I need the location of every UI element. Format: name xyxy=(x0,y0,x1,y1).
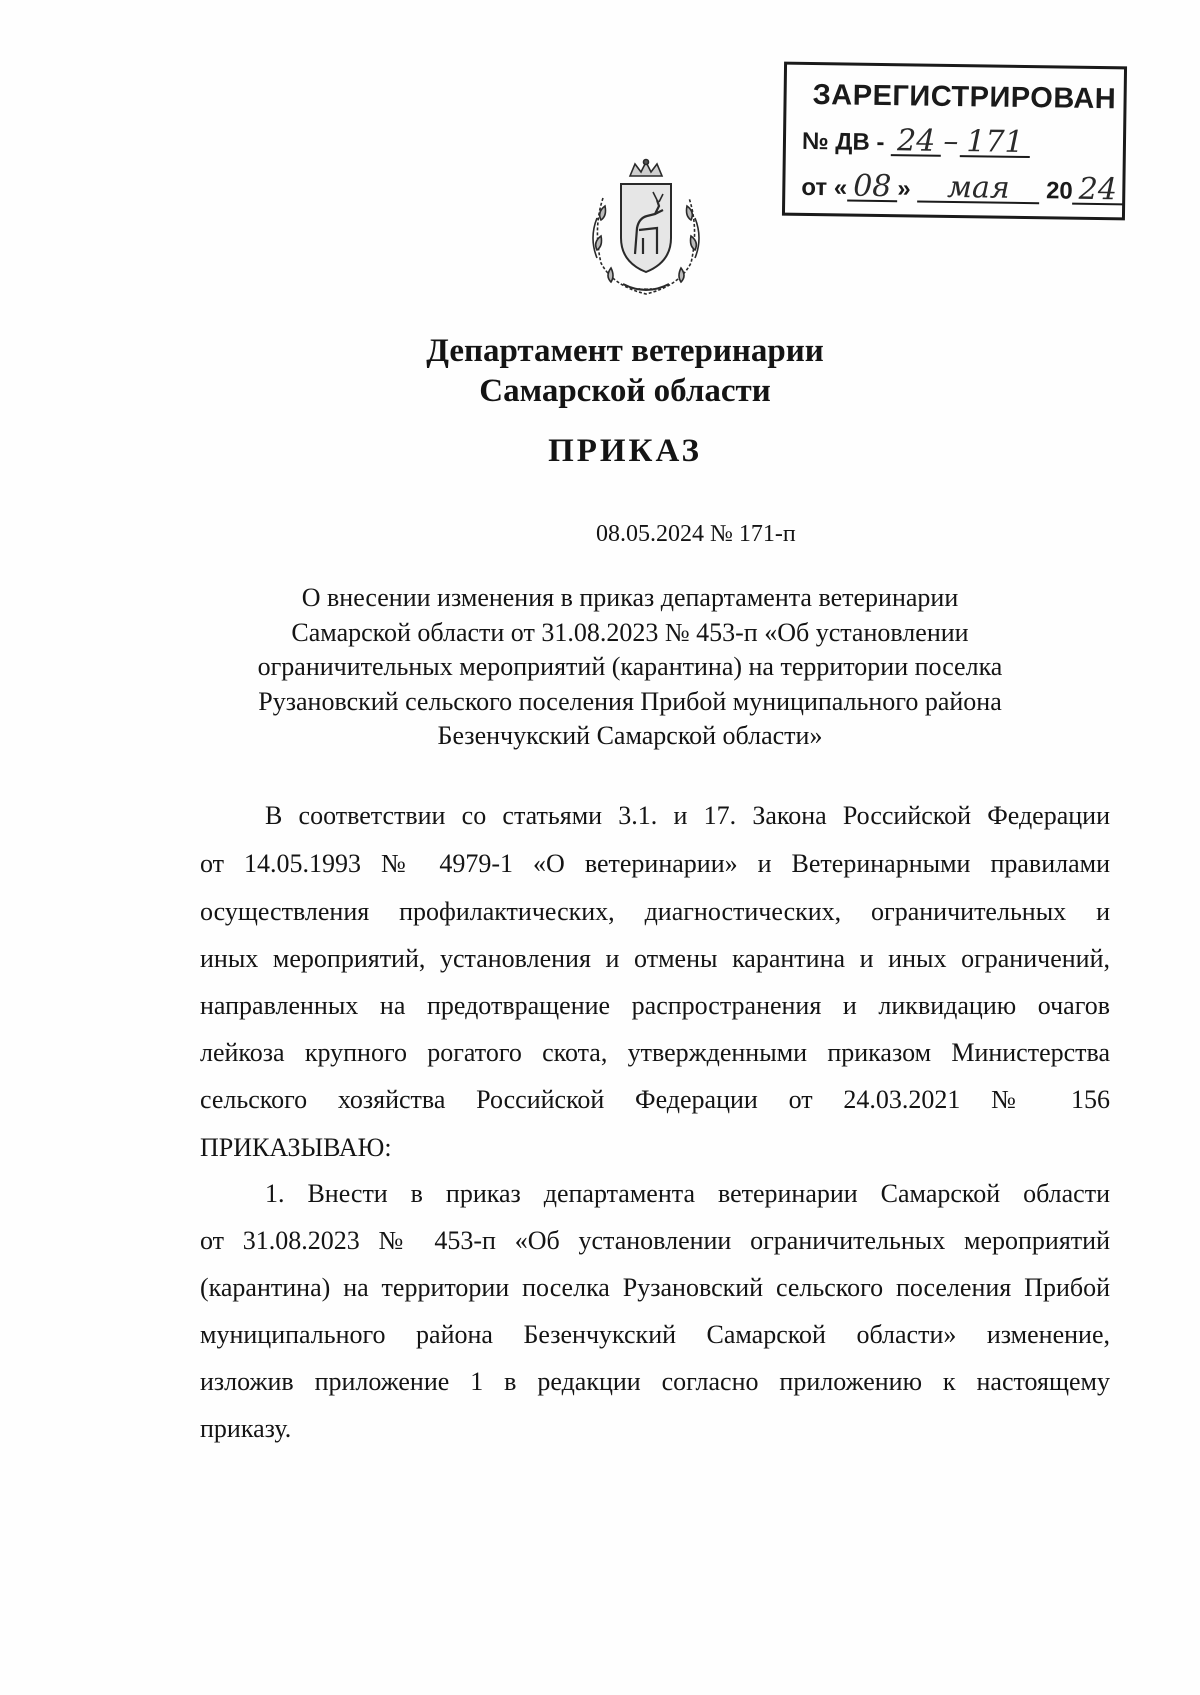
body-line: от 14.05.1993 № 4979-1 «О ветеринарии» и Ветеринарными правилами xyxy=(200,849,1110,878)
stamp-date-month-handwritten: мая xyxy=(917,174,1039,204)
subject-line: О внесении изменения в приказ департамента ветеринарии xyxy=(301,583,959,612)
registration-stamp xyxy=(782,62,1127,221)
body-line: направленных на предотвращение распространения и ликвидацию очагов xyxy=(200,991,1110,1020)
department-name-line-1: Департамент ветеринарии xyxy=(426,333,824,369)
coat-of-arms-icon xyxy=(583,158,709,300)
stamp-date-mid: » xyxy=(897,175,911,203)
body-line: осуществления профилактических, диагностических, ограничительных и xyxy=(200,897,1110,926)
body-line: изложив приложение 1 в редакции согласно приложению к настоящему xyxy=(200,1367,1110,1396)
stamp-date-line xyxy=(801,168,1123,208)
body-line: 1. Внести в приказ департамента ветеринарии Самарской области xyxy=(265,1179,1110,1208)
document-type-title: ПРИКАЗ xyxy=(548,433,702,469)
body-line: В соответствии со статьями 3.1. и 17. Закона Российской Федерации xyxy=(265,801,1110,830)
subject-line: Безенчукский Самарской области» xyxy=(437,721,823,750)
stamp-date-prefix: от « xyxy=(801,173,848,202)
stamp-number-handwritten-2: 171 xyxy=(960,129,1030,158)
order-date-number: 08.05.2024 № 171-п xyxy=(596,521,796,547)
body-line: приказу. xyxy=(200,1414,292,1443)
department-name-line-2: Самарской области xyxy=(479,373,771,409)
subject-line: ограничительных мероприятий (карантина) на территории поселка xyxy=(257,652,1003,681)
body-line: (карантина) на территории поселка Рузановский сельского поселения Прибой xyxy=(200,1273,1110,1302)
body-line: иных мероприятий, установления и отмены карантина и иных ограничений, xyxy=(200,944,1110,973)
stamp-number-line: № ДВ - 24 – 171 xyxy=(802,127,1030,159)
order-subject xyxy=(180,581,1080,754)
stamp-number-prefix: № ДВ - xyxy=(801,127,885,157)
stamp-date-year-handwritten: 24 xyxy=(1073,177,1124,206)
svg-text:~~~: ~~~ xyxy=(637,285,655,293)
subject-line: Рузановский сельского поселения Прибой муниципального района xyxy=(258,686,1002,716)
body-line-command: ПРИКАЗЫВАЮ: xyxy=(200,1133,392,1162)
stamp-date-day-handwritten: 08 xyxy=(847,174,898,203)
stamp-number-handwritten-1: 24 xyxy=(891,128,942,157)
stamp-title: ЗАРЕГИСТРИРОВАН xyxy=(812,79,1117,116)
body-line: лейкоза крупного рогатого скота, утвержденными приказом Министерства xyxy=(200,1038,1110,1067)
subject-line: Самарской области от 31.08.2023 № 453-п «Об установлении xyxy=(291,617,969,647)
stamp-date-year-prefix: 20 xyxy=(1045,177,1073,205)
body-line: сельского хозяйства Российской Федерации от 24.03.2021 № 156 xyxy=(200,1085,1110,1114)
body-line: от 31.08.2023 № 453-п «Об установлении ограничительных мероприятий xyxy=(200,1226,1110,1255)
body-line: муниципального района Безенчукский Самарской области» изменение, xyxy=(200,1320,1110,1349)
